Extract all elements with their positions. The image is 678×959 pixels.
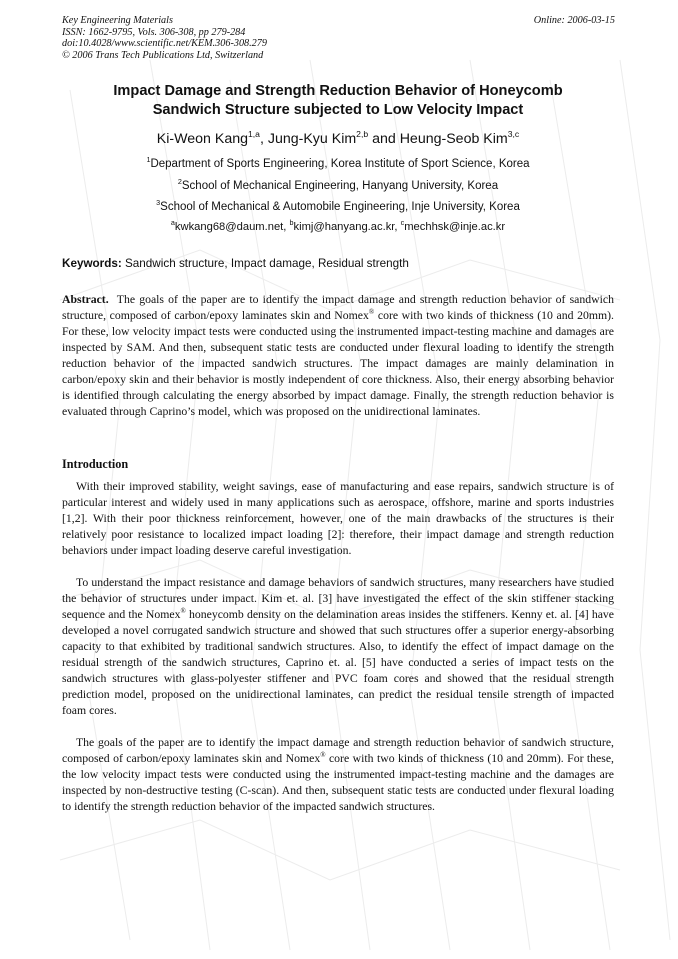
affiliation-1 [62, 155, 614, 170]
journal-header [62, 15, 267, 61]
affiliation-text: School of Mechanical Engineering, Hanyang University, Korea [181, 180, 499, 192]
abstract-paragraph [62, 292, 614, 420]
affiliation-2 [62, 177, 614, 192]
email-list [62, 218, 614, 233]
doi-line[interactable]: doi:10.4028/www.scientific.net/KEM.306-308.279 [62, 38, 267, 49]
abstract-label: Abstract. [62, 293, 109, 306]
paragraph-text: honeycomb density on the delamination areas insides the stiffeners. Kenny et. al. [4] have developed a novel corrugated sandwich structure and showed that such structures offer a superior energy-absorbing capacity to that exhibited by traditional sandwich structures. Also, to identify the effect of impact damage on the residual strength of the sandwich structures, Caprino et. al. [5] have conducted a series of impact tests on the sandwich structures with glass-polyester stiffener and PVC foam cores and showed that the residual strength prediction model, proposed on the unidirectional laminates, can predict the residual tensile strength of impacted foam cores. [62, 608, 615, 717]
keywords-label: Keywords: [62, 257, 122, 270]
email-sup: a [170, 218, 175, 227]
intro-paragraph-3 [62, 735, 614, 815]
title-line-1: Impact Damage and Strength Reduction Behavior of Honeycomb [113, 83, 563, 99]
abstract-text: core with two kinds of thickness (10 and 20mm). For these, low velocity impact tests were conducted using the instrumented impact-testing machine and damages are inspected by SAM. And then, subsequent static tests are conducted under flexural loading to identify the strength reduction behavior of the impacted sandwich structures. The impact damages are mainly delamination in carbon/epoxy skin and their behavior is mostly independent of core thickness. Also, their energy absorbing behavior is identified through calculating the energy absorbed by impact damage. Finally, the strength reduction behavior is evaluated through Caprino’s model, which was proposed on the unidirectional laminates. [62, 309, 614, 418]
registered-mark: ® [180, 607, 186, 615]
intro-paragraph-1: With their improved stability, weight savings, ease of manufacturing and ease repairs, sandwich structure is of particular interest and widely used in many applications such as aerospace, offshore, marine and sports industries [1,2]. With their poor thickness reinforcement, however, one of the main drawbacks of the structures is their relatively poor resistance to localized impact loading [2]: therefore, their impact damage and strength reduction behaviors under impact loading deserve careful investigation. [62, 480, 614, 557]
author-name: Ki-Weon Kang [156, 131, 249, 147]
author-name: Jung-Kyu Kim [267, 131, 357, 147]
abstract-text: The goals of the paper are to identify the impact damage and strength reduction behavior of sandwich structure, composed of carbon/epoxy laminates skin and Nomex [62, 293, 614, 322]
paper-title [62, 82, 614, 120]
online-date: Online: 2006-03-15 [533, 15, 615, 26]
paragraph-text: The goals of the paper are to identify the impact damage and strength reduction behavior of sandwich structure, composed of carbon/epoxy laminates skin and Nomex [62, 736, 614, 765]
author-affil-sup: 1,a [248, 129, 260, 139]
keywords-line [62, 257, 409, 270]
affiliation-sup: 1 [146, 155, 151, 164]
affiliation-3 [62, 198, 614, 213]
journal-name: Key Engineering Materials [62, 15, 173, 26]
affiliation-sup: 2 [177, 177, 182, 186]
intro-paragraph-2 [62, 575, 614, 719]
email-link[interactable]: mechhsk@inje.ac.kr [404, 221, 506, 233]
registered-mark: ® [320, 751, 326, 759]
email-separator: , [283, 221, 290, 233]
author-affil-sup: 2,b [356, 129, 369, 139]
author-affil-sup: 3,c [507, 129, 520, 139]
title-line-2: Sandwich Structure subjected to Low Velocity Impact [152, 102, 524, 118]
author-separator: and [368, 131, 400, 147]
affiliation-text: Department of Sports Engineering, Korea Institute of Sport Science, Korea [150, 158, 530, 170]
email-sup: b [289, 218, 294, 227]
author-separator: , [259, 131, 268, 147]
copyright-line: © 2006 Trans Tech Publications Ltd, Switzerland [62, 49, 264, 61]
paragraph-text: core with two kinds of thickness (10 and 20mm). For these, the low velocity impact tests were conducted using the instrumented impact-testing machine and the damages are inspected by non-destructive testing (C-scan). And then, subsequent static tests are conducted under flexural loading to identify the strength reduction behavior of the impacted sandwich structures. [62, 752, 614, 813]
keywords-text: Sandwich structure, Impact damage, Residual strength [125, 257, 409, 270]
author-list [62, 131, 614, 147]
email-link[interactable]: kwkang68@daum.net [174, 221, 284, 233]
paragraph-text: To understand the impact resistance and damage behaviors of sandwich structures, many researchers have studied the behavior of structures under impact. Kim et. al. [3] have investigated the effect of the skin stiffener stacking sequence and the Nomex [62, 576, 614, 621]
author-name: Heung-Seob Kim [399, 131, 508, 147]
affiliation-sup: 3 [156, 198, 161, 207]
affiliation-text: School of Mechanical & Automobile Engineering, Inje University, Korea [160, 201, 520, 213]
registered-mark: ® [368, 308, 375, 316]
issn-line: ISSN: 1662-9795, Vols. 306-308, pp 279-284 [62, 26, 246, 38]
email-link[interactable]: kimj@hanyang.ac.kr [293, 221, 395, 233]
section-heading-introduction: Introduction [62, 457, 129, 471]
email-separator: , [394, 221, 401, 233]
email-sup: c [400, 218, 405, 227]
